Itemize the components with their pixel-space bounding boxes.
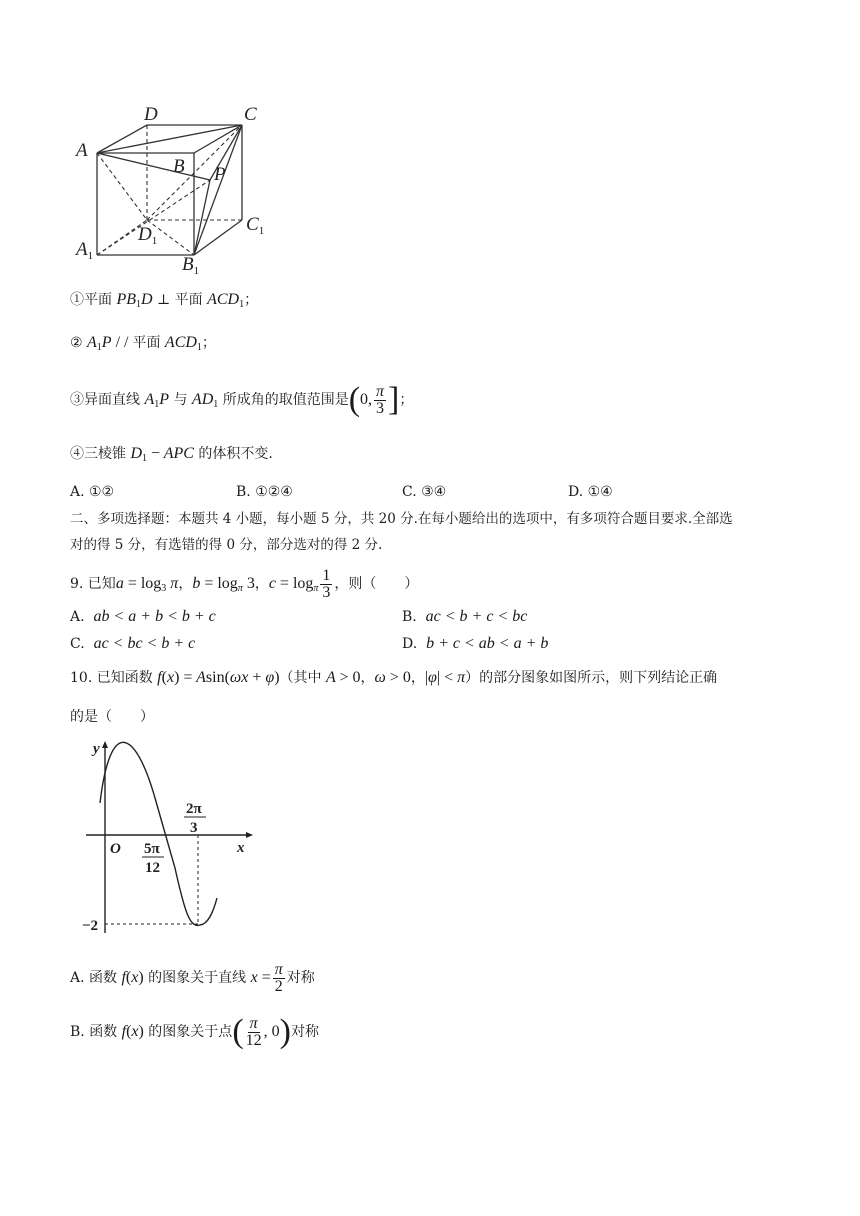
statement-3: ③异面直线 $A_1P$ 与 $AD_1$ 所成角的取值范围是(0, $\frac{\pi}{3}$ ]； xyxy=(70,381,414,418)
q9-option-c[interactable]: C. ac < bc < b + c xyxy=(70,635,196,652)
q10-option-b[interactable]: B. 函数 f(x) 的图象关于点( $\frac{\pi}{12}$ , 0)对称 xyxy=(70,1013,319,1050)
q10-option-a[interactable]: A. 函数 f(x) 的图象关于直线 x = $\frac{\pi}{2}$ 对称 xyxy=(70,960,315,995)
vertex-label-p: P xyxy=(214,164,226,185)
q10-stem-line2: 的是（ ） xyxy=(70,709,154,725)
vertex-label-b1: $B_1$ xyxy=(182,254,200,277)
vertex-label-d1: $D_1$ xyxy=(138,224,158,247)
q8-option-c[interactable]: C. ③④ xyxy=(402,484,447,500)
graph-ymin-label: −2 xyxy=(82,918,99,934)
graph-tick1-numerator: 5π xyxy=(144,841,160,857)
q8-option-d[interactable]: D. ①④ xyxy=(568,484,613,500)
q8-option-b[interactable]: B. ①②④ xyxy=(236,484,293,500)
vertex-label-b: B xyxy=(173,156,185,177)
graph-tick2-numerator: 2π xyxy=(186,801,202,817)
statement-4: ④三棱锥 $D_1$ − APC 的体积不变. xyxy=(70,445,273,464)
statement-1: ①平面 $PB_1D$ ⊥ 平面 $ACD_1$； xyxy=(70,291,259,310)
q8-option-a[interactable]: A. ①② xyxy=(70,484,115,500)
graph-tick2-denominator: 3 xyxy=(190,820,198,836)
q9-option-b[interactable]: B. ac < b + c < bc xyxy=(402,608,528,625)
q9-stem: 9. 已知$a = \log_3 \pi$，$b = \log_\pi 3$，$c = \log_\pi$ $\frac{1}{3}$ ，则（ ） xyxy=(70,566,419,601)
section-2-instructions-line2: 对的得 5 分，有选错的得 0 分，部分选对的得 2 分. xyxy=(70,537,383,553)
vertex-label-a: A xyxy=(76,140,88,161)
graph-tick1-denominator: 12 xyxy=(145,860,160,876)
cube-figure xyxy=(70,100,280,280)
graph-x-label: x xyxy=(237,840,245,856)
graph-y-label: y xyxy=(93,741,100,757)
vertex-label-d: D xyxy=(144,104,158,125)
statement-1-tail: 平面 xyxy=(174,292,203,308)
section-2-instructions-line1: 二、多项选择题：本题共 4 小题，每小题 5 分，共 20 分.在每小题给出的选项中，有多项符合题目要求.全部选 xyxy=(70,511,733,527)
graph-origin-label: O xyxy=(110,841,121,857)
statement-2: ② $A_1P$ / / 平面 $ACD_1$； xyxy=(70,334,216,353)
q10-stem: 10. 已知函数 f(x) = Asin(ωx + φ)（其中 A > 0，ω > 0，|φ| < π）的部分图象如图所示，则下列结论正确 xyxy=(70,669,718,686)
q9-option-d[interactable]: D. b + c < ab < a + b xyxy=(402,635,549,652)
vertex-label-c1: $C_1$ xyxy=(246,214,265,237)
q9-option-a[interactable]: A. ab < a + b < b + c xyxy=(70,608,216,625)
vertex-label-a1: $A_1$ xyxy=(76,239,94,262)
vertex-label-c: C xyxy=(244,104,257,125)
sine-graph xyxy=(80,738,260,938)
